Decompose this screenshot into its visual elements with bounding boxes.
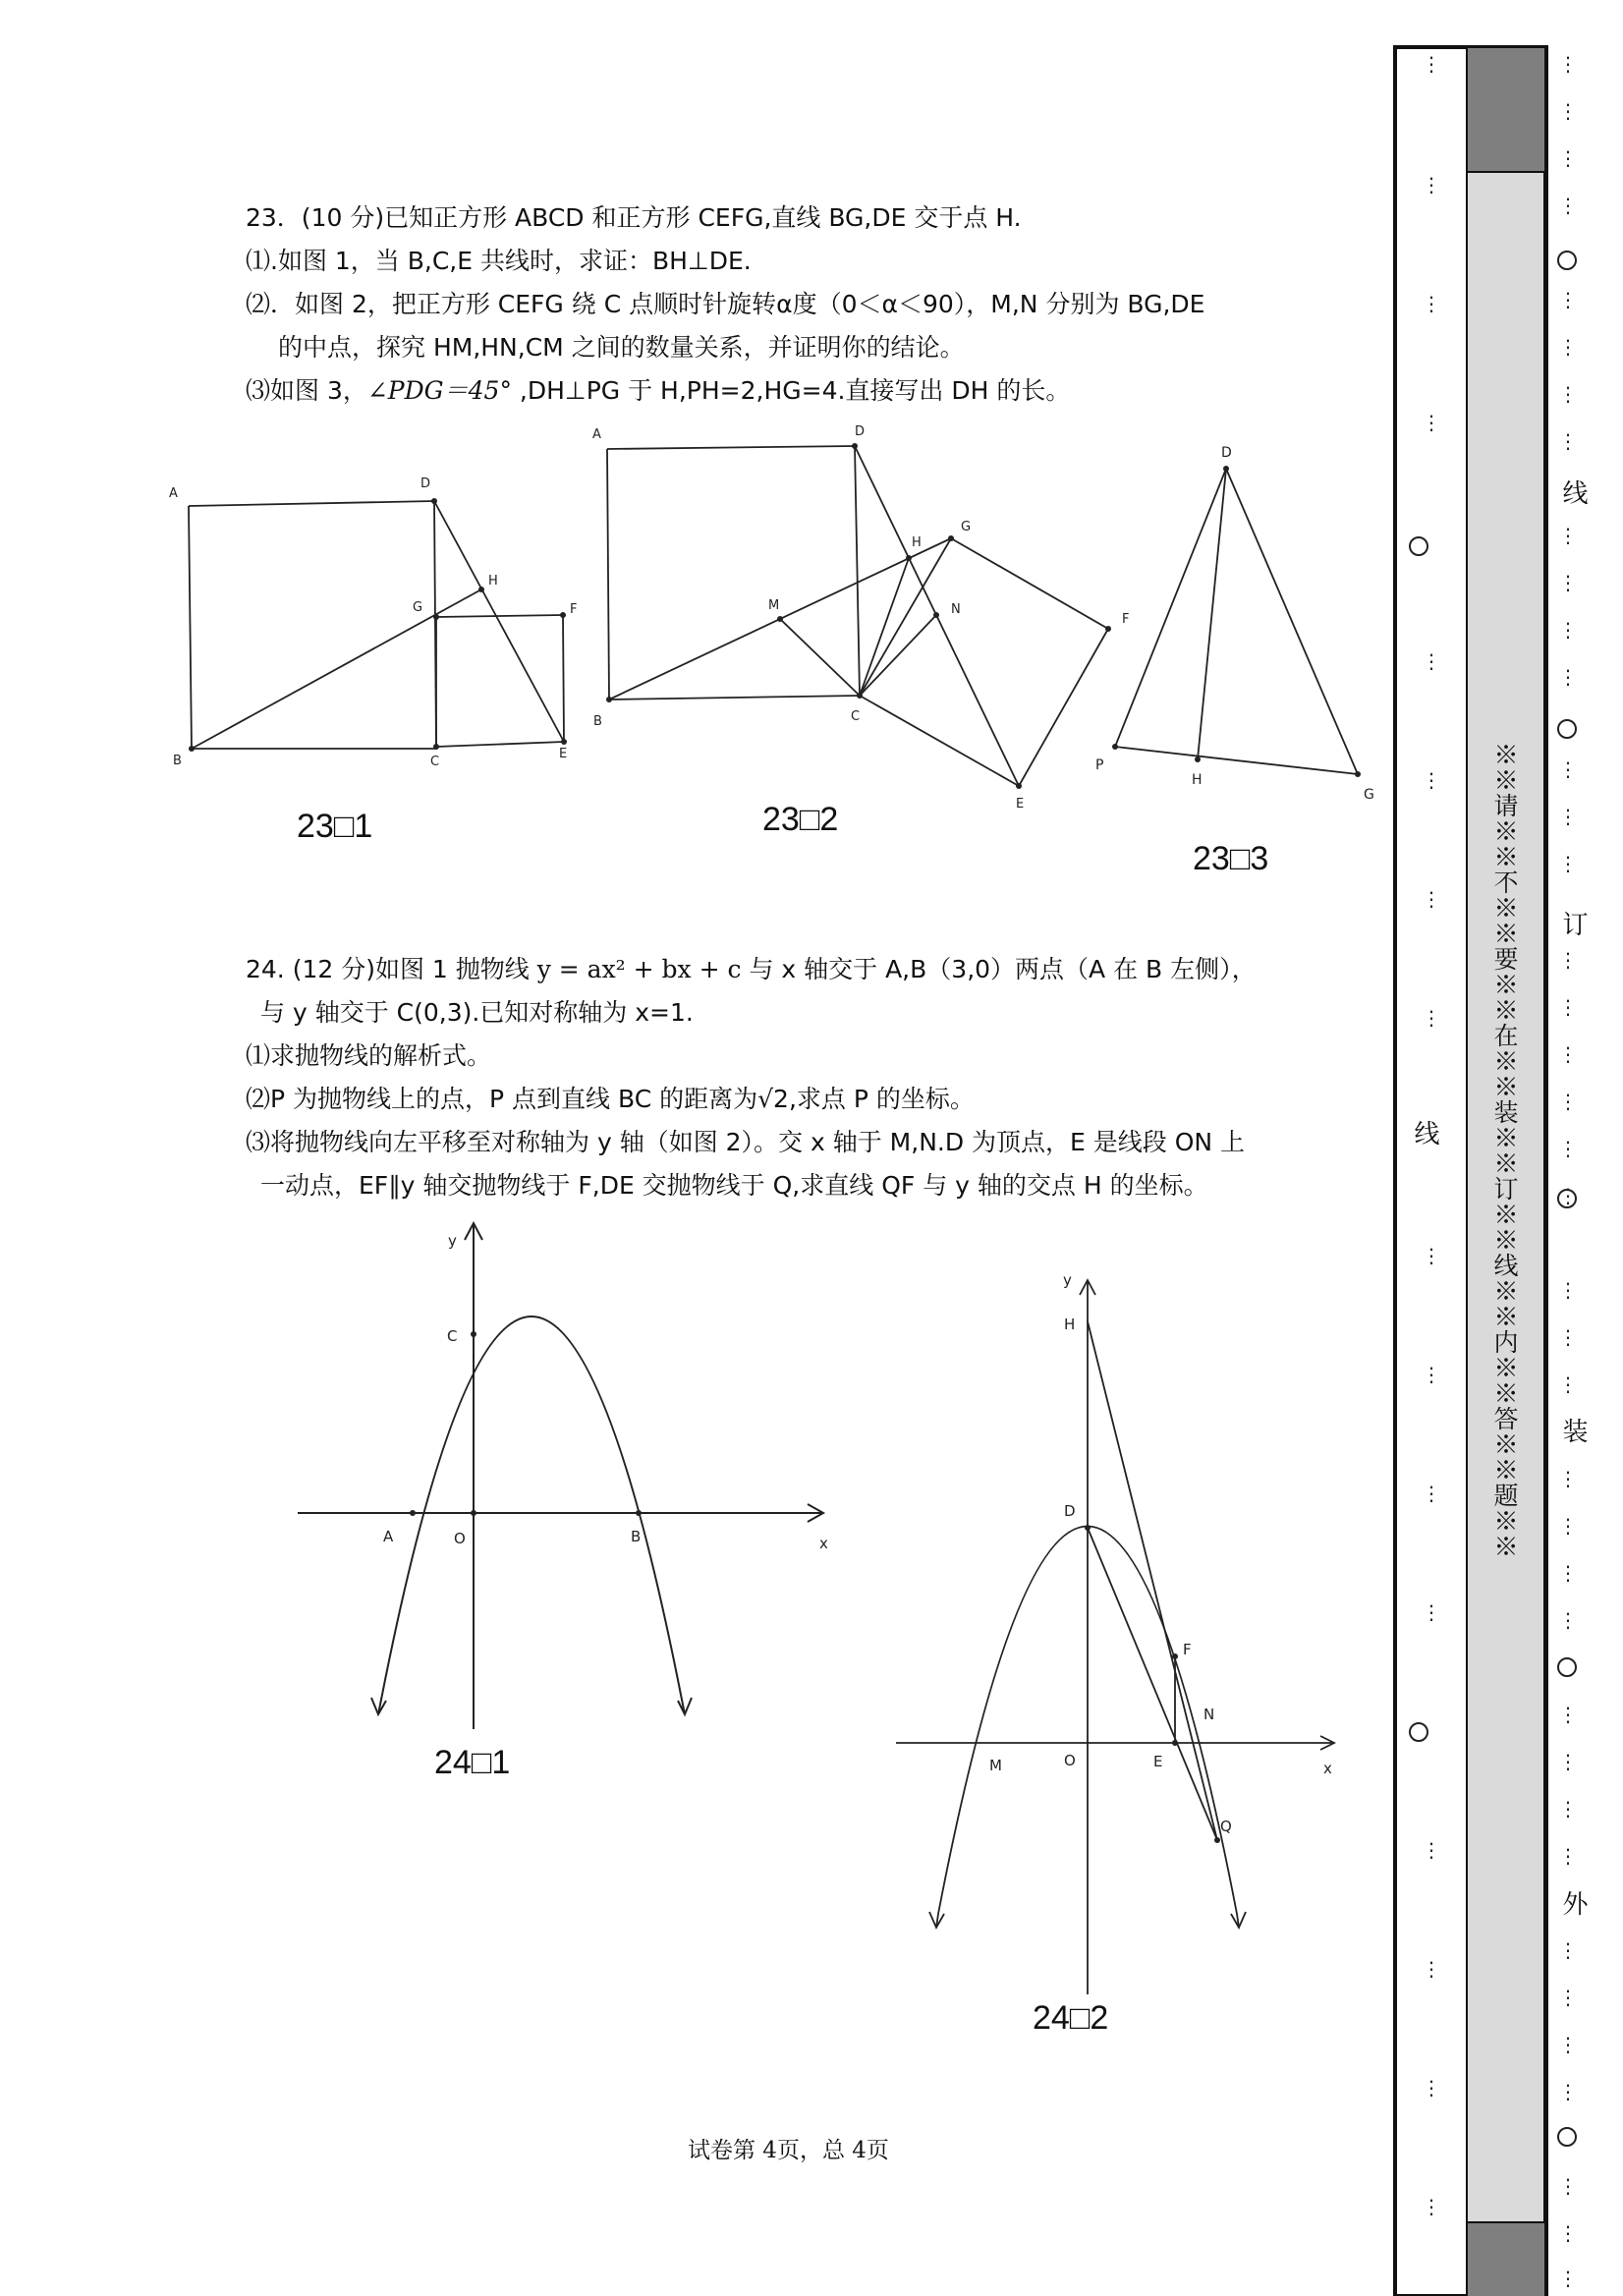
svg-text:⋮: ⋮ (1558, 1938, 1578, 1962)
svg-text:⋮: ⋮ (1558, 52, 1578, 76)
fig24-1-label-a: A (383, 1528, 394, 1545)
q23-line3: ⑵．如图 2，把正方形 CEFG 绕 C 点顺时针旋转α度（0＜α＜90），M,N 分别为 BG,DE (246, 290, 1205, 318)
fig23-2-label-n: N (951, 602, 961, 617)
fig24-2-label-m: M (989, 1757, 1002, 1774)
page-footer: 试卷第 4页，总 4页 (688, 2138, 889, 2163)
fig23-2-label-h: H (912, 535, 922, 550)
svg-text:⋮: ⋮ (1558, 429, 1578, 453)
svg-text:⋮: ⋮ (1422, 1957, 1441, 1981)
fig24-2-label-n: N (1203, 1706, 1215, 1723)
figure-23-2 (585, 418, 1135, 811)
svg-text:⋮: ⋮ (1558, 2033, 1578, 2056)
fig23-3-label-h: H (1192, 772, 1203, 788)
svg-text:⋮: ⋮ (1422, 411, 1441, 434)
q24-line5: ⑶将抛物线向左平移至对称轴为 y 轴（如图 2）。交 x 轴于 M,N.D 为顶点，E 是线段 ON 上 (246, 1128, 1246, 1156)
fig24-2-label-y: y (1063, 1271, 1072, 1289)
fig23-1-label-c: C (430, 755, 440, 769)
svg-text:⋮: ⋮ (1422, 768, 1441, 792)
outer-label-line: 线 (1558, 479, 1588, 505)
fig23-3-label-d: D (1221, 445, 1232, 461)
q24-line3: ⑴求抛物线的解析式。 (246, 1041, 492, 1070)
svg-text:⋮: ⋮ (1558, 2221, 1578, 2245)
svg-text:⋮: ⋮ (1558, 995, 1578, 1019)
svg-text:⋮: ⋮ (1422, 1244, 1441, 1267)
q23-line1: 23．(10 分)已知正方形 ABCD 和正方形 CEFG,直线 BG,DE 交于点 H. (246, 203, 1022, 232)
fig24-1-caption: 24□1 (434, 1744, 511, 1781)
figure-23-1 (167, 472, 599, 796)
fig23-2-label-e: E (1016, 797, 1025, 812)
svg-text:⋮: ⋮ (1558, 1184, 1578, 1207)
svg-text:⋮: ⋮ (1558, 1278, 1578, 1302)
outer-label-zhuang: 装 (1558, 1418, 1588, 1443)
fig24-2-label-d: D (1064, 1502, 1076, 1520)
figure-23-3 (1086, 432, 1380, 806)
svg-text:⋮: ⋮ (1558, 948, 1578, 972)
svg-text:⋮: ⋮ (1422, 1838, 1441, 1862)
q24-line2: 与 y 轴交于 C(0,3).已知对称轴为 x=1. (260, 998, 694, 1027)
svg-text:⋮: ⋮ (1422, 2076, 1441, 2100)
fig24-1-label-b: B (631, 1528, 642, 1545)
fig23-1-caption: 23□1 (297, 808, 373, 845)
fig23-3-label-p: P (1095, 757, 1104, 773)
svg-text:⋮: ⋮ (1558, 805, 1578, 828)
binding-warning: ※※请※※不※※要※※在※※装※※订※※线※※内※※答※※题※※ (1490, 742, 1519, 1559)
svg-text:⋮: ⋮ (1422, 173, 1441, 196)
svg-text:⋮: ⋮ (1558, 288, 1578, 311)
fig23-1-label-g: G (413, 600, 423, 615)
svg-text:⋮: ⋮ (1558, 852, 1578, 875)
fig24-2-label-e: E (1153, 1753, 1163, 1770)
svg-text:⋮: ⋮ (1558, 1703, 1578, 1726)
svg-text:⋮: ⋮ (1558, 665, 1578, 689)
fig23-1-label-d: D (420, 476, 431, 491)
svg-text:⋮: ⋮ (1558, 1325, 1578, 1349)
svg-text:⋮: ⋮ (1558, 1561, 1578, 1585)
fig23-1-label-f: F (570, 602, 578, 617)
svg-text:⋮: ⋮ (1422, 1482, 1441, 1505)
fig24-2-caption: 24□2 (1033, 1999, 1109, 2037)
fig23-1-label-h: H (488, 574, 498, 588)
svg-text:⋮: ⋮ (1422, 52, 1441, 76)
fig23-1-label-a: A (169, 486, 178, 501)
outer-label-ding: 订 (1558, 911, 1588, 936)
fig24-2-label-o: O (1064, 1752, 1076, 1769)
angle-pdg: ∠PDG＝45° (366, 376, 512, 405)
svg-text:⋮: ⋮ (1558, 2174, 1578, 2198)
svg-text:⋮: ⋮ (1422, 1006, 1441, 1030)
svg-text:⋮: ⋮ (1558, 146, 1578, 170)
svg-text:⋮: ⋮ (1422, 292, 1441, 315)
svg-text:⋮: ⋮ (1558, 335, 1578, 359)
q23-line5: ⑶如图 3，∠PDG＝45° ,DH⊥PG 于 H,PH=2,HG=4.直接写出 DH 的长。 (246, 376, 1071, 405)
svg-text:⋮: ⋮ (1558, 1137, 1578, 1160)
fig24-1-label-y: y (448, 1232, 457, 1250)
svg-text:⋮: ⋮ (1558, 2267, 1578, 2290)
q24-line4: ⑵P 为抛物线上的点，P 点到直线 BC 的距离为√2,求点 P 的坐标。 (246, 1085, 975, 1113)
fig23-2-label-c: C (851, 709, 861, 724)
svg-text:⋮: ⋮ (1558, 1372, 1578, 1396)
inner-line-label: 线 (1410, 1120, 1439, 1146)
fig24-2-label-q: Q (1220, 1818, 1232, 1835)
svg-text:⋮: ⋮ (1558, 1090, 1578, 1113)
fig23-2-label-a: A (592, 427, 601, 442)
fig24-2-label-h: H (1064, 1316, 1076, 1333)
fig23-1-label-b: B (173, 754, 182, 768)
svg-text:⋮: ⋮ (1422, 887, 1441, 911)
fig23-1-label-e: E (559, 747, 568, 761)
svg-text:⋮: ⋮ (1558, 194, 1578, 217)
svg-text:⋮: ⋮ (1558, 1514, 1578, 1538)
svg-text:⋮: ⋮ (1558, 1750, 1578, 1773)
svg-text:⋮: ⋮ (1422, 1363, 1441, 1386)
svg-text:⋮: ⋮ (1558, 2080, 1578, 2103)
svg-text:⋮: ⋮ (1558, 1797, 1578, 1820)
svg-text:⋮: ⋮ (1422, 649, 1441, 673)
outer-label-wai: 外 (1558, 1890, 1588, 1916)
svg-text:⋮: ⋮ (1558, 1608, 1578, 1632)
svg-text:⋮: ⋮ (1558, 382, 1578, 406)
svg-text:⋮: ⋮ (1558, 571, 1578, 594)
fig23-2-caption: 23□2 (762, 801, 839, 838)
parabola-formula: y = ax² + bx + c (536, 955, 742, 983)
svg-text:⋮: ⋮ (1558, 99, 1578, 123)
svg-text:⋮: ⋮ (1558, 1844, 1578, 1868)
fig23-2-label-f: F (1122, 612, 1130, 627)
q23-line2: ⑴.如图 1，当 B,C,E 共线时，求证：BH⊥DE. (246, 247, 752, 275)
fig24-1-label-o: O (454, 1530, 466, 1547)
fig23-3-label-g: G (1364, 787, 1374, 803)
svg-text:⋮: ⋮ (1558, 757, 1578, 781)
svg-text:⋮: ⋮ (1558, 618, 1578, 642)
q24-line6: 一动点，EF∥y 轴交抛物线于 F,DE 交抛物线于 Q,求直线 QF 与 y 轴的交点 H 的坐标。 (260, 1171, 1208, 1200)
fig23-2-label-d: D (855, 424, 866, 439)
fig24-1-label-c: C (447, 1327, 458, 1345)
svg-text:⋮: ⋮ (1558, 1467, 1578, 1490)
svg-text:⋮: ⋮ (1558, 1042, 1578, 1066)
fig24-1-label-x: x (819, 1535, 828, 1552)
figure-24-1 (285, 1208, 835, 1739)
svg-text:⋮: ⋮ (1558, 1986, 1578, 2009)
fig23-2-label-b: B (593, 714, 602, 729)
svg-text:⋮: ⋮ (1422, 1600, 1441, 1624)
figure-24-2 (884, 1267, 1356, 1994)
fig24-2-label-x: x (1323, 1760, 1332, 1777)
fig24-2-label-f: F (1183, 1641, 1192, 1658)
fig23-3-caption: 23□3 (1193, 840, 1269, 877)
q24-line1: 24. (12 分)如图 1 抛物线 y = ax² + bx + c 与 x 轴交于 A,B（3,0）两点（A 在 B 左侧）， (246, 955, 1257, 983)
fig23-2-label-g: G (961, 520, 972, 534)
svg-text:⋮: ⋮ (1422, 2195, 1441, 2218)
fig23-2-label-m: M (768, 598, 780, 613)
svg-text:⋮: ⋮ (1558, 524, 1578, 547)
q23-line4: 的中点，探究 HM,HN,CM 之间的数量关系，并证明你的结论。 (278, 333, 965, 362)
